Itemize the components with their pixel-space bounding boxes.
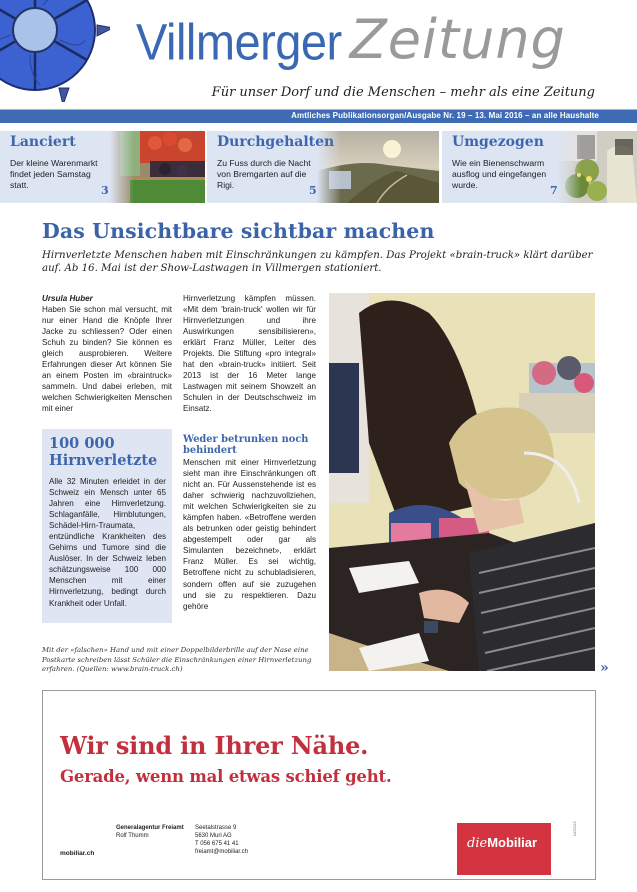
teaser-title: Umgezogen bbox=[452, 134, 544, 150]
continued-mark: » bbox=[600, 660, 609, 676]
logo-mobiliar: Mobiliar bbox=[487, 835, 538, 850]
article-column-1 bbox=[42, 293, 172, 415]
article-column-2 bbox=[183, 293, 316, 415]
fact-box bbox=[42, 429, 172, 623]
children-writing-photo bbox=[329, 293, 595, 671]
teaser-page: 7 bbox=[550, 184, 558, 197]
ad-agency-name: Generalagentur Freiamt bbox=[116, 825, 184, 831]
ad-address-street: Seetalstrasse 9 bbox=[195, 825, 237, 831]
teaser-strip bbox=[0, 131, 637, 203]
issue-info: Amtliches Publikationsorgan/Ausgabe Nr. 19 – 13. Mai 2016 – an alle Haushalte bbox=[291, 111, 599, 120]
article-headline: Das Unsichtbare sichtbar machen bbox=[42, 219, 435, 243]
article-body-text: Hirnverletzung kämpfen müssen. «Mit dem 'brain-truck' wollen wir für Hirnverletzungen und ihre Auswirkungen sensibilisieren», erklärt Franz Müller, Leiter des Projekts. Die Stiftung «pro integral» hat den «brain-truck» initiiert. Seit 2013 ist der 16 Meter lange Lastwagen mit seinem Showzelt an Schulen in der Deutschschweiz im Einsatz. bbox=[183, 294, 316, 414]
issue-bar bbox=[0, 109, 637, 123]
teaser-text: Wie ein Bienenschwarm ausflog und eingefangen wurde. bbox=[452, 158, 547, 190]
ad-reference-code: NZZ0416 bbox=[573, 821, 577, 836]
article-column-2-continued bbox=[183, 457, 316, 612]
mobiliar-advertisement[interactable] bbox=[42, 690, 596, 880]
teaser-title: Durchgehalten bbox=[217, 134, 335, 150]
article-body-text: Haben Sie schon mal versucht, mit nur einer Hand die Knöpfe Ihrer Jacke zu schliessen? Oder einen Schuh zu binden? Sie können es gleich ausprobieren. Weitere Erfahrungen dieser Art können Sie an einem Posten im «braintruck» sammeln. Und dabei erleben, mit welchen Schwierigkeiten Menschen mit einer bbox=[42, 305, 172, 414]
ad-email[interactable]: freiamt@mobiliar.ch bbox=[195, 849, 249, 855]
beekeeper-photo bbox=[557, 131, 637, 203]
masthead-title bbox=[136, 8, 566, 71]
teaser-page: 3 bbox=[101, 184, 109, 197]
ad-agent-name: Rolf Thumm bbox=[116, 833, 149, 839]
teaser-text: Der kleine Warenmarkt findet jeden Samstag statt. bbox=[10, 158, 98, 190]
ad-phone: T 056 675 41 41 bbox=[195, 841, 239, 847]
article-subhead: Weder betrunken noch behindert bbox=[183, 434, 309, 456]
photo-caption: Mit der «falschen» Hand und mit einer Doppelbilderbrille auf der Nase eine Postkarte schreiben lässt Schüler die Einschränkungen einer Hirnverletzung erfahren. (Quellen: www.brain-truck.ch) bbox=[42, 646, 312, 673]
fact-box-title-label: Hirnverletzte bbox=[49, 452, 158, 469]
ad-website[interactable]: mobiliar.ch bbox=[60, 850, 95, 857]
ad-address-city: 5630 Muri AG bbox=[195, 833, 232, 839]
title-villmerger: Villmerger bbox=[136, 12, 342, 71]
article-body-text: Menschen mit einer Hirnverletzung sieht man ihre Einschränkungen oft nicht an. Für Aussenstehende ist es daher schwierig nachzuvollziehen, mit welchen Schwierigkeiten sie zu kämpfen haben. «Betroffene werden als betrunken oder geistig behindert abgestempelt oder gar als Simulanten bezeichnet», erklärt Franz Müller. Es sei wichtig, Betroffene nicht zu schubladisieren, sondern offen auf sie zuzugehen und sie zu respektieren. Dazu gehöre bbox=[183, 458, 316, 611]
teaser-text: Zu Fuss durch die Nacht von Bremgarten auf die Rigi. bbox=[217, 158, 311, 190]
fact-box-text: Alle 32 Minuten erleidet in der Schweiz ein Mensch unter 65 Jahren eine Hirnverletzung. Schlaganfälle, Hirnblutungen, Schädel-Hirn-Traumata, entzündliche Krankheiten des Gehirns und Tumore sind die Auslöser. In der Schweiz leben schätzungsweise 100 000 Menschen mit einer Hirnverletzung, bedingt durch Krankheit oder Unfall. bbox=[49, 477, 166, 608]
article-lead: Hirnverletzte Menschen haben mit Einschränkungen zu kämpfen. Das Projekt «brain-truck» klärt darüber auf. Ab 16. Mai ist der Show-Lastwagen in Villmergen stationiert. bbox=[42, 250, 593, 274]
fact-box-title-number: 100 000 bbox=[49, 435, 115, 452]
tagline: Für unser Dorf und die Menschen – mehr als eine Zeitung bbox=[211, 85, 595, 100]
ad-subline: Gerade, wenn mal etwas schief geht. bbox=[60, 767, 392, 786]
article-author: Ursula Huber bbox=[42, 294, 93, 303]
teaser-lanciert[interactable] bbox=[0, 131, 205, 203]
teaser-durchgehalten[interactable] bbox=[207, 131, 439, 203]
rigi-sunrise-photo bbox=[317, 131, 439, 203]
teaser-umgezogen[interactable] bbox=[442, 131, 637, 203]
title-zeitung: Zeitung bbox=[349, 8, 566, 71]
market-vegetables-photo bbox=[110, 131, 205, 203]
mobiliar-logo bbox=[457, 823, 551, 875]
flower-emblem-icon bbox=[0, 0, 110, 102]
teaser-page: 5 bbox=[309, 184, 317, 197]
logo-die: die bbox=[467, 836, 488, 851]
ad-headline: Wir sind in Ihrer Nähe. bbox=[60, 731, 369, 760]
teaser-title: Lanciert bbox=[10, 134, 76, 150]
